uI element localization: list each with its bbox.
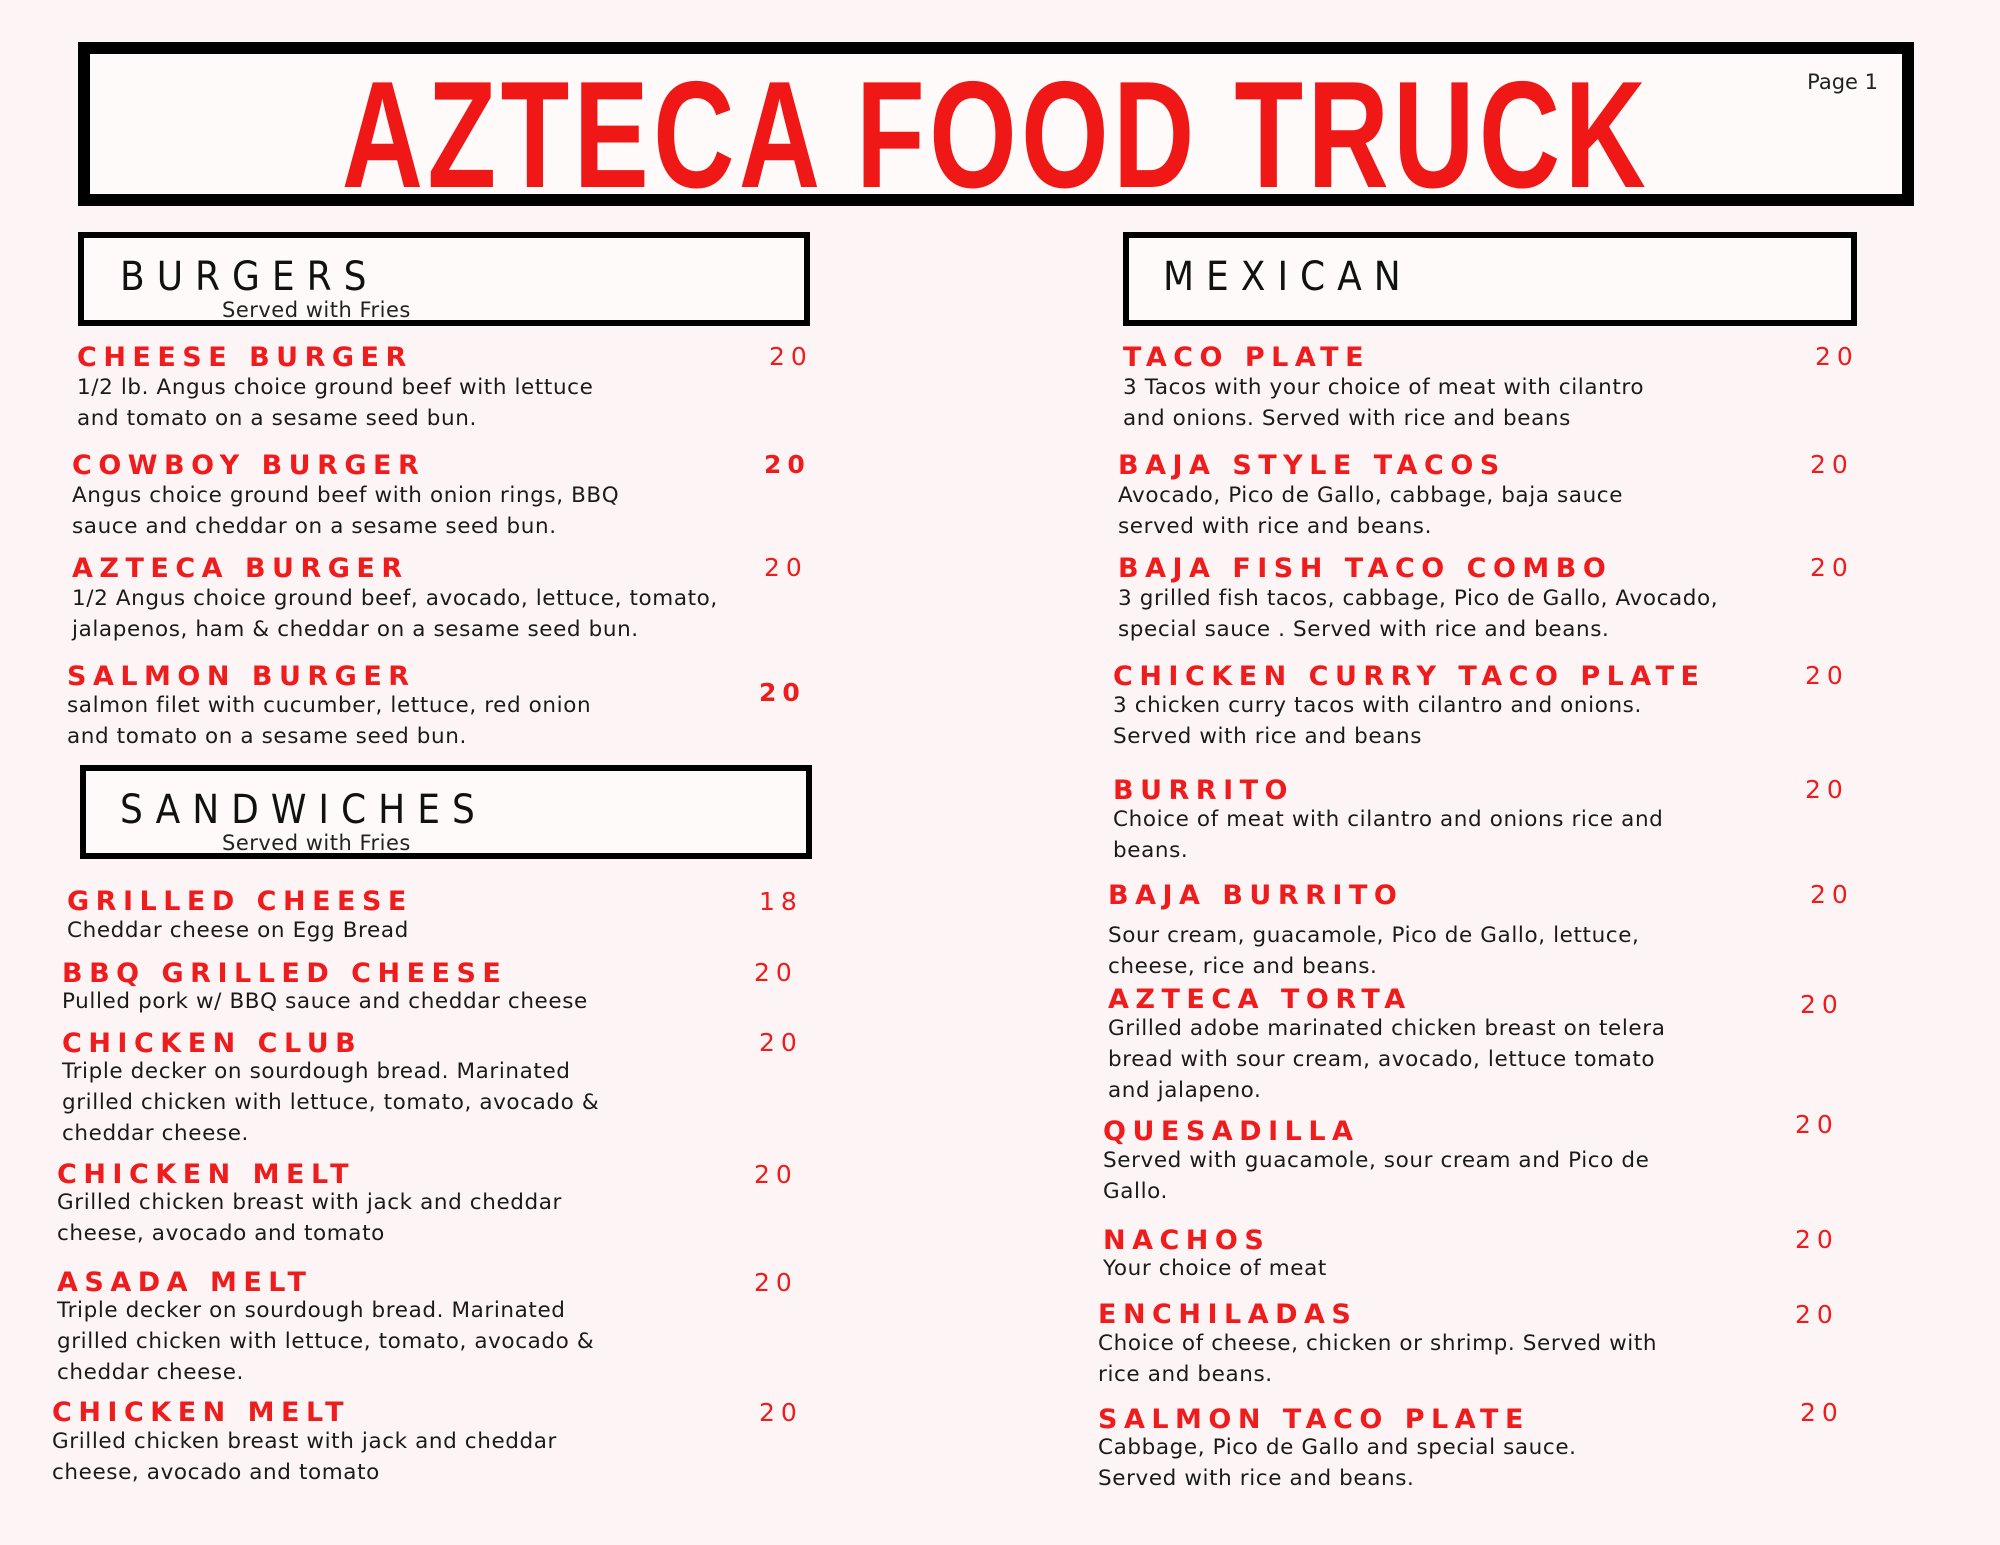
item-price: 20 [759,678,806,707]
item-price: 20 [1810,450,1854,479]
item-price: 20 [764,553,808,582]
item-name: GRILLED CHEESE [67,886,413,917]
item-price: 20 [1795,1300,1839,1329]
item-description: Served with guacamole, sour cream and Pico de Gallo. [1103,1148,1650,1204]
item-description: Avocado, Pico de Gallo, cabbage, baja sauce served with rice and beans. [1118,483,1624,539]
burgers-heading: BURGERS [120,254,379,300]
item-price: 20 [1810,880,1854,909]
item-price: 20 [1805,661,1849,690]
item-price: 20 [1795,1110,1839,1139]
item-description: Grilled chicken breast with jack and cheddar cheese, avocado and tomato [57,1190,562,1246]
item-name: COWBOY BURGER [72,450,426,481]
item-price: 20 [1800,990,1844,1019]
item-description: Angus choice ground beef with onion rings, BBQ sauce and cheddar on a sesame seed bun. [72,483,620,539]
item-price: 18 [759,887,803,916]
item-price: 20 [1810,553,1854,582]
page-number: Page 1 [1807,70,1878,94]
mexican-header [1123,232,1857,326]
title-banner [78,42,1914,220]
item-description: Sour cream, guacamole, Pico de Gallo, lettuce, cheese, rice and beans. [1108,923,1640,979]
item-name: BAJA BURRITO [1108,880,1404,911]
item-price: 20 [1795,1225,1839,1254]
item-price: 20 [759,1028,803,1057]
item-description: Triple decker on sourdough bread. Marinated grilled chicken with lettuce, tomato, avocado & cheddar cheese. [62,1059,600,1146]
item-description: Pulled pork w/ BBQ sauce and cheddar cheese [62,989,588,1014]
item-price: 20 [769,342,813,371]
item-description: 3 chicken curry tacos with cilantro and onions. Served with rice and beans [1113,693,1642,749]
item-price: 20 [754,1160,798,1189]
sandwiches-heading: SANDWICHES [120,787,487,833]
item-description: salmon filet with cucumber, lettuce, red onion and tomato on a sesame seed bun. [67,693,592,749]
item-name: AZTECA BURGER [72,553,409,584]
sandwiches-subheading: Served with Fries [222,831,411,855]
item-price: 20 [759,1398,803,1427]
item-description: Grilled adobe marinated chicken breast on telera bread with sour cream, avocado, lettuce tomato and jalapeno. [1108,1016,1666,1103]
item-name: BURRITO [1113,775,1295,806]
item-price: 20 [1800,1398,1844,1427]
item-price: 20 [1805,775,1849,804]
item-name: CHEESE BURGER [77,342,413,373]
item-name: SALMON BURGER [67,661,416,692]
burgers-subheading: Served with Fries [222,298,411,322]
sandwiches-header [80,765,812,859]
item-price: 20 [754,958,798,987]
item-name: CHICKEN MELT [57,1159,356,1190]
item-name: CHICKEN MELT [52,1397,351,1428]
item-name: TACO PLATE [1123,342,1371,373]
item-description: Choice of meat with cilantro and onions rice and beans. [1113,807,1664,863]
item-name: BAJA FISH TACO COMBO [1118,553,1613,584]
item-name: BBQ GRILLED CHEESE [62,958,508,989]
item-price: 20 [754,1268,798,1297]
item-name: CHICKEN CLUB [62,1028,363,1059]
item-description: Your choice of meat [1103,1256,1327,1281]
item-price: 20 [764,450,811,479]
item-name: CHICKEN CURRY TACO PLATE [1113,661,1706,692]
item-description: 3 Tacos with your choice of meat with cilantro and onions. Served with rice and beans [1123,375,1645,431]
menu-title: AZTECA FOOD TRUCK [341,50,1651,220]
burgers-header [78,232,810,326]
item-description: Grilled chicken breast with jack and cheddar cheese, avocado and tomato [52,1429,557,1485]
item-name: SALMON TACO PLATE [1098,1404,1530,1435]
item-name: ENCHILADAS [1098,1299,1358,1330]
item-name: AZTECA TORTA [1108,984,1412,1015]
item-description: 1/2 lb. Angus choice ground beef with lettuce and tomato on a sesame seed bun. [77,375,594,431]
item-description: Cheddar cheese on Egg Bread [67,918,409,943]
item-description: Cabbage, Pico de Gallo and special sauce. Served with rice and beans. [1098,1435,1577,1491]
item-description: Choice of cheese, chicken or shrimp. Served with rice and beans. [1098,1331,1658,1387]
item-description: 1/2 Angus choice ground beef, avocado, lettuce, tomato, jalapenos, ham & cheddar on a sesame seed bun. [72,586,718,642]
item-name: NACHOS [1103,1225,1271,1256]
item-name: ASADA MELT [57,1267,313,1298]
mexican-heading: MEXICAN [1163,254,1413,300]
item-price: 20 [1815,342,1859,371]
item-description: 3 grilled fish tacos, cabbage, Pico de Gallo, Avocado, special sauce . Served with rice and beans. [1118,586,1719,642]
item-description: Triple decker on sourdough bread. Marinated grilled chicken with lettuce, tomato, avocado & cheddar cheese. [57,1298,595,1385]
item-name: QUESADILLA [1103,1116,1360,1147]
item-name: BAJA STYLE TACOS [1118,450,1506,481]
